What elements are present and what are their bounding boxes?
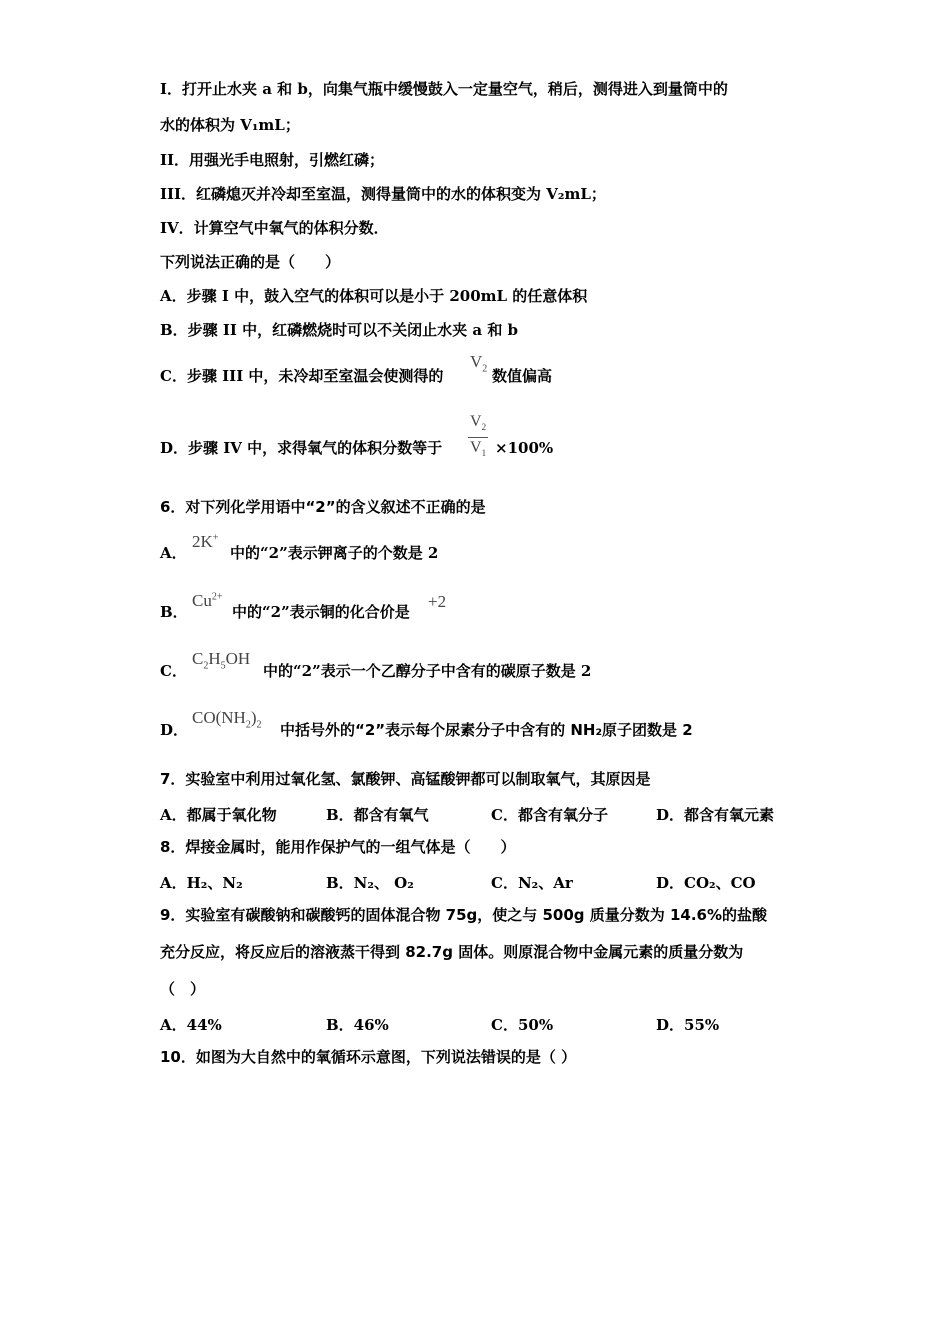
q7-option-c: C．都含有氧分子: [491, 806, 608, 824]
q5-option-c-prefix: C．步骤 III 中，未冷却至室温会使测得的: [160, 367, 444, 385]
q5-option-c-suffix: 数值偏高: [492, 367, 553, 385]
q5-prompt: 下列说法正确的是（ ）: [160, 253, 341, 271]
q6-option-b-label: B．: [160, 603, 188, 621]
q10-stem: 10．如图为大自然中的氧循环示意图，下列说法错误的是（ ）: [160, 1048, 577, 1066]
q6-option-a-formula: 2K+: [192, 532, 219, 551]
q6-option-b-valence: +2: [428, 592, 447, 611]
q9-stem-line1: 9．实验室有碳酸钠和碳酸钙的固体混合物 75g，使之与 500g 质量分数为 14.6%的盐酸: [160, 906, 768, 924]
q6-option-d-label: D．: [160, 721, 189, 739]
q5-option-d: [160, 439, 442, 457]
q5-option-b: B．步骤 II 中，红磷燃烧时可以不关闭止水夹 a 和 b: [160, 321, 519, 339]
q5-option-a: A．步骤 I 中，鼓入空气的体积可以是小于 200mL 的任意体积: [160, 287, 588, 305]
q9-option-a: A．44%: [160, 1016, 222, 1034]
q8-option-c: C．N₂、Ar: [491, 874, 573, 892]
q9-option-d: D．55%: [656, 1016, 720, 1034]
q5-step2: II．用强光手电照射，引燃红磷；: [160, 151, 385, 169]
q6-stem: 6．对下列化学用语中“2”的含义叙述不正确的是: [160, 498, 486, 516]
q8-option-a: A．H₂、N₂: [160, 874, 243, 892]
q9-option-b: B．46%: [326, 1016, 389, 1034]
q6-option-a-text: 中的“2”表示钾离子的个数是 2: [230, 544, 439, 562]
q7-stem: 7．实验室中利用过氧化氢、氯酸钾、高锰酸钾都可以制取氧气，其原因是: [160, 770, 651, 788]
q9-stem-line3: （ ）: [160, 980, 206, 998]
q6-option-d-formula: $CO(NH_2)_2$: [192, 708, 262, 731]
q6-option-c-label: C．: [160, 662, 187, 680]
q8-option-d: D．CO₂、CO: [656, 874, 756, 892]
q5-option-d-prefix: D．步骤 IV 中，求得氧气的体积分数等于: [160, 439, 443, 457]
q9-stem-line2: 充分反应，将反应后的溶液蒸干得到 82.7g 固体。则原混合物中金属元素的质量分数为: [160, 943, 744, 961]
q8-option-b: B．N₂、 O₂: [326, 874, 414, 892]
q6-option-a-label: A．: [160, 544, 187, 562]
q6-option-d-text: 中括号外的“2”表示每个尿素分子中含有的 NH₂原子团数是 2: [280, 721, 693, 739]
q7-option-d: D．都含有氧元素: [656, 806, 775, 824]
q5-option-d-fraction: $\frac{V_2}{V_1}$: [470, 413, 487, 459]
q9-option-c: C．50%: [491, 1016, 554, 1034]
q7-option-a: A．都属于氧化物: [160, 806, 277, 824]
q5-step4: IV．计算空气中氧气的体积分数．: [160, 219, 389, 237]
q7-option-b: B．都含有氧气: [326, 806, 429, 824]
q6-option-b-formula: $Cu^{2+}$: [192, 591, 223, 610]
q6-option-c-formula: $C_2H_5OH$: [192, 649, 251, 672]
q5-option-d-suffix: ×100%: [495, 439, 554, 457]
q6-option-b-text: 中的“2”表示铜的化合价是: [232, 603, 410, 621]
q5-option-c-formula: $V_2$: [470, 352, 488, 375]
q5-step1-line2: 水的体积为 V₁mL；: [160, 116, 300, 134]
q5-option-c: [160, 367, 443, 385]
q8-stem: 8．焊接金属时，能用作保护气的一组气体是（ ）: [160, 838, 516, 856]
q5-step3: III．红磷熄灭并冷却至室温，测得量筒中的水的体积变为 V₂mL；: [160, 185, 606, 203]
q6-option-c-text: 中的“2”表示一个乙醇分子中含有的碳原子数是 2: [263, 662, 592, 680]
q5-step1-line1: I．打开止水夹 a 和 b，向集气瓶中缓慢鼓入一定量空气，稍后，测得进入到量筒中的: [160, 80, 728, 98]
